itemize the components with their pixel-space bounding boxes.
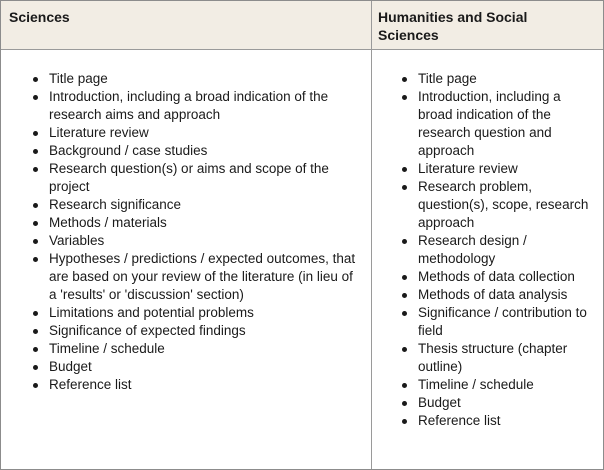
list-item: Methods of data collection	[400, 268, 592, 286]
list-item: Budget	[400, 394, 592, 412]
list-item: Introduction, including a broad indication of the research aims and approach	[31, 88, 361, 124]
list-item: Research problem, question(s), scope, research approach	[400, 178, 592, 232]
list-item: Methods of data analysis	[400, 286, 592, 304]
list-item: Title page	[31, 70, 361, 88]
humanities-header: Humanities and Social Sciences	[378, 9, 528, 43]
list-item: Reference list	[31, 376, 361, 394]
list-item: Budget	[31, 358, 361, 376]
list-item: Literature review	[400, 160, 592, 178]
list-item: Limitations and potential problems	[31, 304, 361, 322]
list-item: Literature review	[31, 124, 361, 142]
list-item: Significance of expected findings	[31, 322, 361, 340]
sciences-header: Sciences	[9, 9, 70, 25]
list-item: Timeline / schedule	[31, 340, 361, 358]
sciences-list	[31, 70, 361, 394]
column-divider	[371, 1, 372, 469]
list-item: Introduction, including a broad indication of the research question and approach	[400, 88, 592, 160]
list-item: Reference list	[400, 412, 592, 430]
list-item: Significance / contribution to field	[400, 304, 592, 340]
list-item: Title page	[400, 70, 592, 88]
list-item: Research question(s) or aims and scope of the project	[31, 160, 361, 196]
list-item: Research significance	[31, 196, 361, 214]
list-item: Hypotheses / predictions / expected outcomes, that are based on your review of the literature (in lieu of a 'results' or 'discussion' section)	[31, 250, 361, 304]
list-item: Variables	[31, 232, 361, 250]
humanities-list	[400, 70, 592, 430]
list-item: Research design / methodology	[400, 232, 592, 268]
list-item: Timeline / schedule	[400, 376, 592, 394]
list-item: Methods / materials	[31, 214, 361, 232]
list-item: Background / case studies	[31, 142, 361, 160]
list-item: Thesis structure (chapter outline)	[400, 340, 592, 376]
